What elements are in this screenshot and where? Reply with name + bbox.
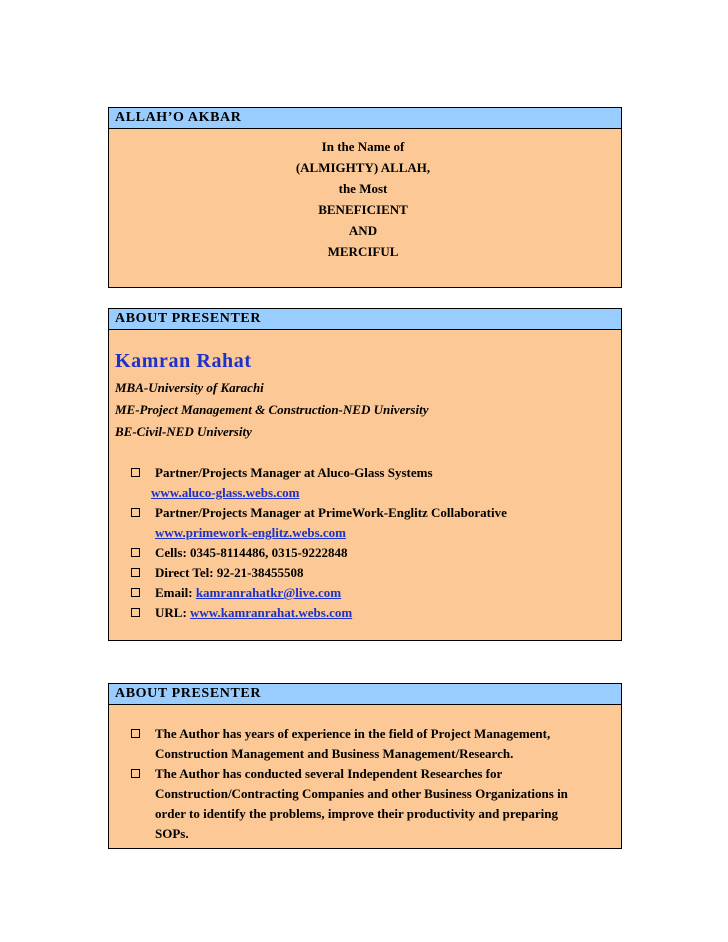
text-line: MERCIFUL [327,244,399,259]
checkbox-icon [131,769,140,778]
item-text: Partner/Projects Manager at Aluco-Glass Systems [155,465,433,480]
checkbox-icon [131,729,140,738]
item-text: Partner/Projects Manager at PrimeWork-Englitz Collaborative [155,505,507,520]
text-line: the Most [338,181,388,196]
qualifications [115,377,621,443]
qualification: BE-Civil-NED University [115,424,252,439]
item-label: Email: [155,585,196,600]
item-text-line: The Author has conducted several Independent Researches for [155,766,503,781]
checkbox-icon [131,608,140,617]
item-text-line: The Author has years of experience in the field of Project Management, [155,726,551,741]
checkbox-icon [131,568,140,577]
checkbox-icon [131,508,140,517]
box-header: ALLAH’O AKBAR [109,108,621,129]
list-item [109,724,621,764]
presenter-name: Kamran Rahat [115,350,252,372]
email-link[interactable]: kamranrahatkr@live.com [195,585,342,600]
list-item [109,503,621,543]
allah-akbar-box [108,107,622,288]
presenter-bullets [109,463,621,623]
checkbox-icon [131,548,140,557]
url-link[interactable]: www.kamranrahat.webs.com [190,605,353,620]
author-bullets [109,724,621,844]
box-header: ABOUT PRESENTER [109,309,621,330]
about-presenter-box-2 [108,683,622,849]
text-line: BENEFICIENT [318,202,408,217]
text-line: (ALMIGHTY) ALLAH, [295,160,431,175]
box-header: ABOUT PRESENTER [109,684,621,705]
qualification: MBA-University of Karachi [115,380,264,395]
item-text-line: order to identify the problems, improve their productivity and preparing [155,806,559,821]
checkbox-icon [131,588,140,597]
list-item [109,583,621,603]
item-text-line: SOPs. [155,826,189,841]
text-line: In the Name of [321,139,405,154]
primework-link[interactable]: www.primework-englitz.webs.com [155,525,346,540]
list-item [109,543,621,563]
qualification: ME-Project Management & Construction-NED University [115,402,429,417]
list-item [109,563,621,583]
item-text-line: Construction/Contracting Companies and other Business Organizations in [155,786,568,801]
list-item [109,463,621,503]
item-text: Cells: 0345-8114486, 0315-9222848 [155,545,348,560]
checkbox-icon [131,468,140,477]
list-item [109,603,621,623]
aluco-link[interactable]: www.aluco-glass.webs.com [151,485,300,500]
text-line: AND [348,223,378,238]
item-label: URL: [155,605,191,620]
item-text: Direct Tel: 92-21-38455508 [155,565,304,580]
about-presenter-box [108,308,622,641]
list-item [109,764,621,844]
item-text-line: Construction Management and Business Management/Research. [155,746,514,761]
